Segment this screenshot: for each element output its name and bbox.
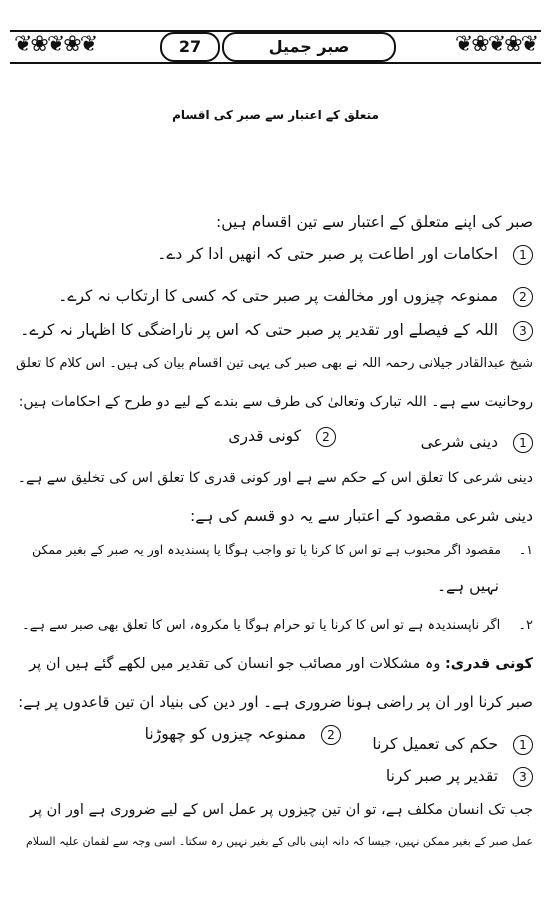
item-number: 2 bbox=[513, 287, 533, 307]
item-text: ممنوعہ چیزوں اور مخالفت پر صبر حتی کہ کسی کا ارتکاب نہ کرے۔ bbox=[58, 287, 499, 305]
rule-item bbox=[372, 732, 533, 756]
paragraph-line: صبر کرنا اور ان پر راضی ہونا ضروری ہے۔ اور دین کی بنیاد ان تین قاعدوں پر ہے: bbox=[18, 693, 533, 711]
item-number: 3 bbox=[513, 321, 533, 341]
type-text: دینی شرعی bbox=[420, 433, 499, 451]
sub-item bbox=[22, 614, 533, 638]
rule-text: تقدیر پر صبر کرنا bbox=[385, 767, 499, 785]
type-item bbox=[421, 430, 533, 454]
sub-mark: ۲۔ bbox=[518, 618, 533, 633]
list-item bbox=[58, 284, 533, 308]
left-ornament-icon: ❦❀❦❀❦ bbox=[14, 32, 97, 57]
paragraph-line: دینی شرعی کا تعلق اس کے حکم سے ہے اور کونی قدری کا تعلق اس کی تخلیق سے ہے۔ bbox=[17, 470, 533, 486]
page-number: 27 bbox=[160, 32, 220, 62]
sub-item bbox=[32, 538, 533, 562]
item-text: احکامات اور اطاعت پر صبر حتی کہ انھیں ادا کر دے۔ bbox=[157, 245, 499, 263]
rule-item bbox=[386, 764, 533, 788]
page-title: متعلق کے اعتبار سے صبر کی اقسام bbox=[172, 108, 379, 122]
list-item bbox=[157, 242, 533, 266]
item-number: 1 bbox=[513, 245, 533, 265]
paragraph-line: عمل صبر کے بغیر ممکن نہیں، جیسا کہ دانہ اپنی بالی کے بغیر نہیں رہ سکتا۔ اسی وجہ سے لقمان علیہ السلام bbox=[26, 835, 533, 848]
type-number: 1 bbox=[513, 433, 533, 453]
sub-text: مقصود اگر محبوب ہے تو اس کا کرنا یا تو واجب ہوگا یا پسندیدہ اور یہ صبر کے بغیر ممکن bbox=[31, 542, 501, 557]
rule-text: حکم کی تعمیل کرنا bbox=[372, 735, 499, 753]
rule-text: ممنوعہ چیزوں کو چھوڑنا bbox=[144, 725, 307, 743]
kawni-label: کونی قدری: bbox=[445, 656, 533, 672]
type-item bbox=[228, 424, 336, 448]
paragraph-line: روحانیت سے ہے۔ اللہ تبارک وتعالیٰ کی طرف سے بندے کے لیے دو طرح کے احکامات ہیں: bbox=[18, 394, 533, 410]
intro-text: صبر کی اپنے متعلق کے اعتبار سے تین اقسام ہیں: bbox=[215, 213, 533, 231]
paragraph-line: نہیں ہے۔ bbox=[436, 577, 499, 595]
sub-mark: ۱۔ bbox=[518, 542, 533, 557]
list-item bbox=[20, 318, 533, 342]
kawni-line bbox=[29, 652, 533, 676]
kawni-text: وہ مشکلات اور مصائب جو انسان کی تقدیر میں لکھے گئے ہیں ان پر bbox=[29, 656, 441, 672]
item-text: اللہ کے فیصلے اور تقدیر پر صبر حتی کہ اس پر ناراضگی کا اظہار نہ کرے۔ bbox=[20, 321, 499, 339]
paragraph-line: دینی شرعی مقصود کے اعتبار سے یہ دو قسم کی ہے: bbox=[190, 507, 533, 525]
page-header bbox=[10, 30, 541, 64]
running-title: صبر جمیل bbox=[222, 32, 396, 62]
right-ornament-icon: ❦❀❦❀❦ bbox=[454, 32, 537, 57]
sub-text: اگر ناپسندیدہ ہے تو اس کا کرنا یا تو حرام ہوگا یا مکروہ، اس کا تعلق بھی صبر سے ہے۔ bbox=[22, 618, 501, 633]
paragraph-line: شیخ عبدالقادر جیلانی رحمہ اللہ نے بھی صبر کی یہی تین اقسام بیان کی ہیں۔ اس کلام کا تعلق bbox=[16, 356, 533, 371]
type-number: 2 bbox=[316, 427, 336, 447]
rule-number: 3 bbox=[513, 767, 533, 787]
paragraph-line: جب تک انسان مکلف ہے، تو ان تین چیزوں پر عمل اس کے لیے ضروری ہے اور ان پر bbox=[29, 802, 533, 818]
header-bottom-rule bbox=[10, 62, 541, 64]
rule-item bbox=[145, 722, 341, 746]
type-text: کونی قدری bbox=[228, 427, 302, 445]
rule-number: 1 bbox=[513, 735, 533, 755]
rule-number: 2 bbox=[321, 725, 341, 745]
